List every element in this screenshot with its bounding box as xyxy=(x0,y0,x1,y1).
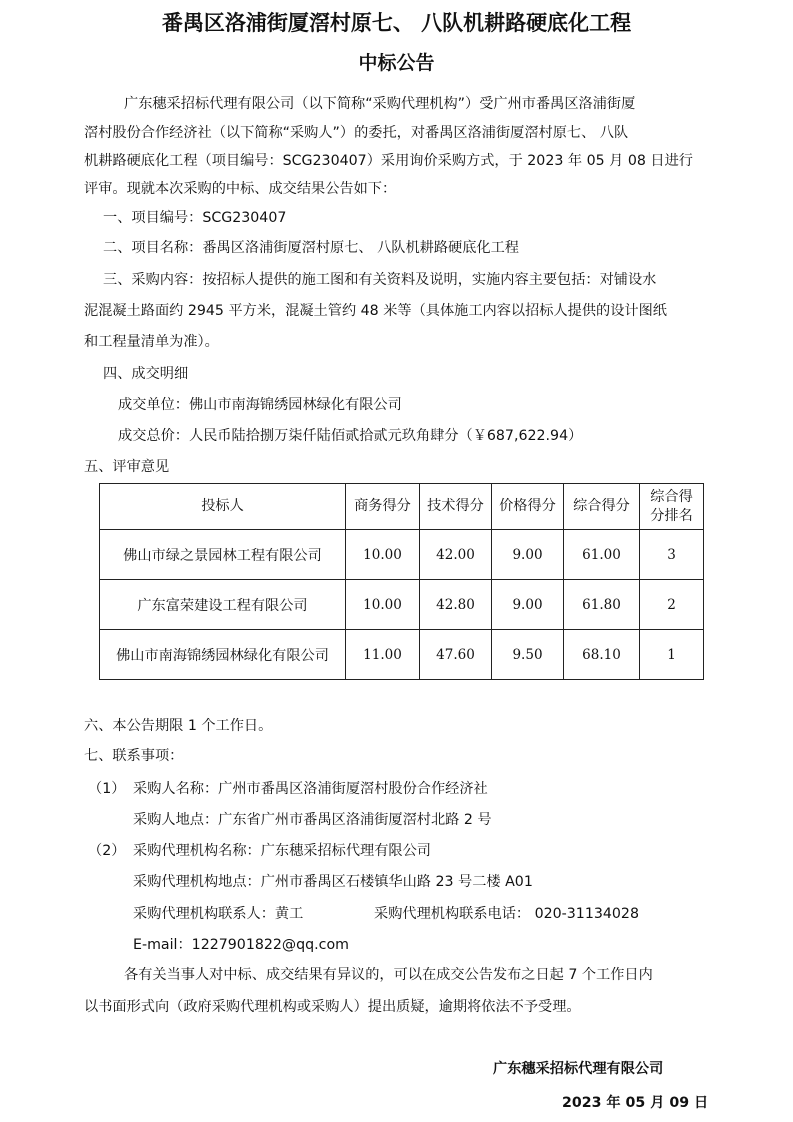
evaluation-heading: 五、评审意见 xyxy=(84,459,170,475)
total-score: 68.10 xyxy=(564,630,640,680)
table-row xyxy=(100,580,704,630)
agency-email: E-mail：1227901822@qq.com xyxy=(133,937,349,953)
objection-notice-line-2: 以书面形式向（政府采购代理机构或采购人）提出质疑，逾期将依法不予受理。 xyxy=(84,999,581,1015)
intro-line-1: 广东穗采招标代理有限公司（以下简称“采购代理机构”）受广州市番禺区洛浦街厦 xyxy=(124,96,636,112)
table-row xyxy=(100,530,704,580)
header-rank: 综合得 分排名 xyxy=(640,484,704,530)
price-score: 9.50 xyxy=(492,630,564,680)
contact-2-number: （2） xyxy=(88,843,126,859)
table-header-row xyxy=(100,484,704,530)
intro-line-3: 机耕路硬底化工程（项目编号：SCG230407）采用询价采购方式，于 2023 年 05 月 08 日进行 xyxy=(84,153,693,169)
intro-line-4: 评审。现就本次采购的中标、成交结果公告如下： xyxy=(84,181,397,197)
signature-company: 广东穗采招标代理有限公司 xyxy=(493,1061,664,1077)
technical-score: 42.00 xyxy=(420,530,492,580)
rank: 3 xyxy=(640,530,704,580)
purchaser-address: 采购人地点：广东省广州市番禺区洛浦街厦滘村北路 2 号 xyxy=(133,812,492,828)
header-business-score: 商务得分 xyxy=(346,484,420,530)
procurement-content-line-3: 和工程量清单为准）。 xyxy=(84,334,219,350)
winning-bidder: 成交单位：佛山市南海锦绣园林绿化有限公司 xyxy=(118,397,402,413)
agency-contact-person: 采购代理机构联系人：黄工 xyxy=(133,906,304,922)
business-score: 11.00 xyxy=(346,630,420,680)
bidder-name: 广东富荣建设工程有限公司 xyxy=(100,580,346,630)
header-price-score: 价格得分 xyxy=(492,484,564,530)
price-score: 9.00 xyxy=(492,530,564,580)
project-name: 二、项目名称：番禺区洛浦街厦滘村原七、 八队机耕路硬底化工程 xyxy=(103,240,519,256)
agency-address: 采购代理机构地点：广州市番禺区石楼镇华山路 23 号二楼 A01 xyxy=(133,874,533,890)
procurement-content-line-2: 泥混凝土路面约 2945 平方米，混凝土管约 48 米等（具体施工内容以招标人提供的设计图纸 xyxy=(84,303,667,319)
header-total-score: 综合得分 xyxy=(564,484,640,530)
bidder-name: 佛山市绿之景园林工程有限公司 xyxy=(100,530,346,580)
rank: 1 xyxy=(640,630,704,680)
document-subtitle: 中标公告 xyxy=(358,52,435,74)
agency-name: 采购代理机构名称：广东穗采招标代理有限公司 xyxy=(133,843,431,859)
contact-heading: 七、联系事项： xyxy=(84,748,184,764)
announcement-period: 六、本公告期限 1 个工作日。 xyxy=(84,718,273,734)
intro-line-2: 滘村股份合作经济社（以下简称“采购人”）的委托，对番禺区洛浦街厦滘村原七、 八队 xyxy=(84,125,629,141)
table-row xyxy=(100,630,704,680)
objection-notice-line-1: 各有关当事人对中标、成交结果有异议的，可以在成交公告发布之日起 7 个工作日内 xyxy=(124,967,653,983)
technical-score: 47.60 xyxy=(420,630,492,680)
business-score: 10.00 xyxy=(346,580,420,630)
evaluation-table xyxy=(99,483,704,680)
header-bidder: 投标人 xyxy=(100,484,346,530)
rank: 2 xyxy=(640,580,704,630)
total-score: 61.80 xyxy=(564,580,640,630)
contact-1-number: （1） xyxy=(88,781,126,797)
agency-contact-phone: 采购代理机构联系电话： 020-31134028 xyxy=(374,906,639,922)
document-title: 番禺区洛浦街厦滘村原七、 八队机耕路硬底化工程 xyxy=(161,11,632,35)
project-number: 一、项目编号：SCG230407 xyxy=(103,210,287,226)
deal-details-heading: 四、成交明细 xyxy=(103,366,189,382)
signature-date: 2023 年 05 月 09 日 xyxy=(562,1095,709,1111)
header-technical-score: 技术得分 xyxy=(420,484,492,530)
total-price: 成交总价：人民币陆拾捌万柒仟陆佰贰拾贰元玖角肆分（￥687,622.94） xyxy=(118,428,583,444)
purchaser-name: 采购人名称：广州市番禺区洛浦街厦滘村股份合作经济社 xyxy=(133,781,488,797)
technical-score: 42.80 xyxy=(420,580,492,630)
business-score: 10.00 xyxy=(346,530,420,580)
price-score: 9.00 xyxy=(492,580,564,630)
procurement-content-line-1: 三、采购内容：按招标人提供的施工图和有关资料及说明，实施内容主要包括：对铺设水 xyxy=(103,272,657,288)
bidder-name: 佛山市南海锦绣园林绿化有限公司 xyxy=(100,630,346,680)
total-score: 61.00 xyxy=(564,530,640,580)
